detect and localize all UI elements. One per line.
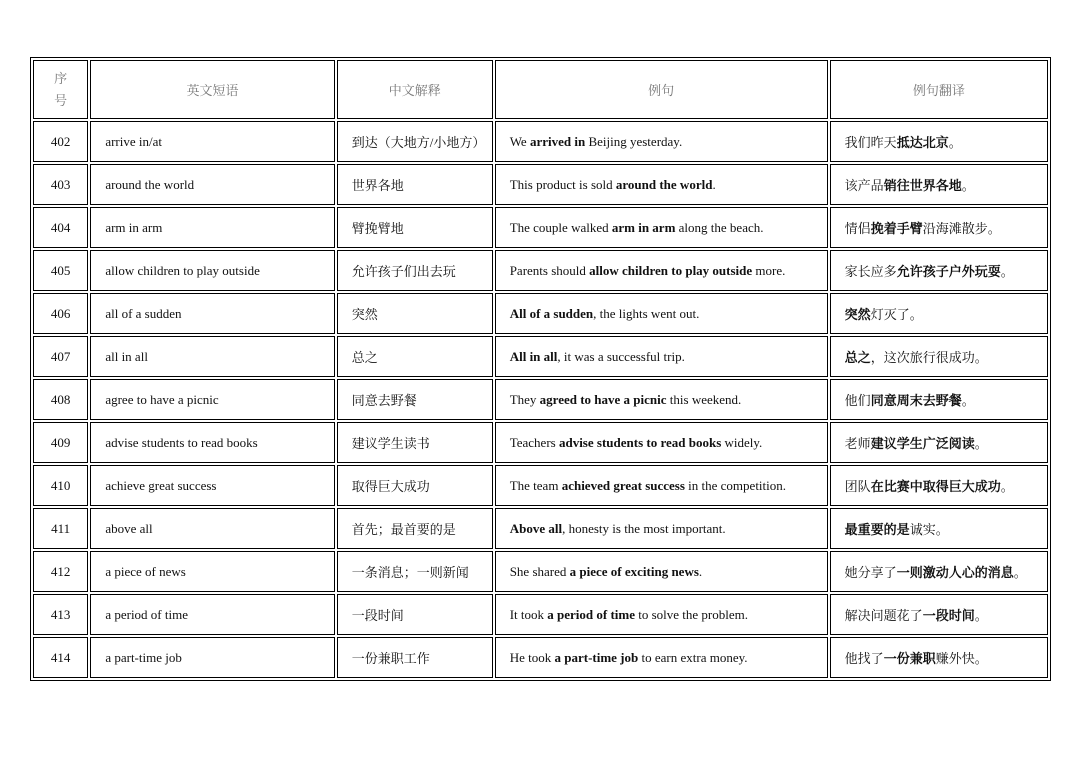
sentence-translation xyxy=(830,207,1048,248)
table-row xyxy=(33,379,1048,420)
header-row xyxy=(33,60,1048,119)
english-phrase: arrive in/at xyxy=(90,121,334,162)
sentence-text: 。 xyxy=(1000,264,1014,279)
highlighted-phrase: 同意周末去野餐 xyxy=(870,393,962,408)
sentence-translation xyxy=(830,250,1048,291)
table-body xyxy=(33,121,1048,678)
chinese-meaning: 一份兼职工作 xyxy=(337,637,493,678)
example-sentence xyxy=(495,250,828,291)
sentence-text: more. xyxy=(752,262,786,278)
sentence-text: 情侣 xyxy=(844,221,871,236)
highlighted-phrase: 挽着手臂 xyxy=(870,221,923,236)
sentence-text: 。 xyxy=(974,436,988,451)
sentence-text: 沿海滩散步。 xyxy=(922,221,1001,236)
highlighted-phrase: a part-time job xyxy=(554,649,639,665)
header-index: 序号 xyxy=(33,60,88,119)
sentence-text: . xyxy=(698,563,703,579)
sentence-text: 赚外快。 xyxy=(935,651,988,666)
example-sentence xyxy=(495,465,828,506)
table-row xyxy=(33,250,1048,291)
example-sentence xyxy=(495,336,828,377)
sentence-text: to solve the problem. xyxy=(635,606,749,622)
english-phrase: allow children to play outside xyxy=(90,250,334,291)
sentence-translation xyxy=(830,336,1048,377)
chinese-meaning: 突然 xyxy=(337,293,493,334)
sentence-text: 我们昨天 xyxy=(844,135,897,150)
english-phrase: above all xyxy=(90,508,334,549)
sentence-text: The team xyxy=(509,477,562,493)
sentence-translation xyxy=(830,164,1048,205)
english-phrase: agree to have a picnic xyxy=(90,379,334,420)
highlighted-phrase: Above all xyxy=(509,520,563,536)
sentence-text: along the beach. xyxy=(675,219,764,235)
highlighted-phrase: advise students to read books xyxy=(558,434,722,450)
chinese-meaning: 建议学生读书 xyxy=(337,422,493,463)
row-number: 406 xyxy=(33,293,88,334)
highlighted-phrase: 总之 xyxy=(844,350,871,365)
sentence-text: It took xyxy=(509,606,548,622)
example-sentence xyxy=(495,422,828,463)
sentence-text: 灯灭了。 xyxy=(870,307,923,322)
row-number: 404 xyxy=(33,207,88,248)
example-sentence xyxy=(495,207,828,248)
highlighted-phrase: agreed to have a picnic xyxy=(539,391,667,407)
chinese-meaning: 首先；最首要的是 xyxy=(337,508,493,549)
highlighted-phrase: arrived in xyxy=(529,133,586,149)
sentence-text: 。 xyxy=(961,178,975,193)
highlighted-phrase: around the world xyxy=(615,176,713,192)
chinese-meaning: 同意去野餐 xyxy=(337,379,493,420)
sentence-translation xyxy=(830,465,1048,506)
sentence-text: this weekend. xyxy=(666,391,742,407)
header-meaning: 中文解释 xyxy=(337,60,493,119)
example-sentence xyxy=(495,594,828,635)
row-number: 407 xyxy=(33,336,88,377)
highlighted-phrase: 销往世界各地 xyxy=(883,178,962,193)
english-phrase: arm in arm xyxy=(90,207,334,248)
sentence-text: 老师 xyxy=(844,436,871,451)
sentence-text: Beijing yesterday. xyxy=(585,133,683,149)
table-row xyxy=(33,121,1048,162)
highlighted-phrase: 在比赛中取得巨大成功 xyxy=(870,479,1001,494)
table-row xyxy=(33,551,1048,592)
highlighted-phrase: 一则激动人心的消息 xyxy=(896,565,1014,580)
sentence-translation xyxy=(830,121,1048,162)
sentence-translation xyxy=(830,293,1048,334)
sentence-text: ，这次旅行很成功。 xyxy=(870,350,988,365)
example-sentence xyxy=(495,164,828,205)
example-sentence xyxy=(495,551,828,592)
sentence-text: 。 xyxy=(961,393,975,408)
sentence-text: widely. xyxy=(721,434,763,450)
row-number: 408 xyxy=(33,379,88,420)
table-row xyxy=(33,293,1048,334)
sentence-text: 他找了 xyxy=(844,651,884,666)
example-sentence xyxy=(495,121,828,162)
sentence-text: , it was a successful trip. xyxy=(557,348,685,364)
english-phrase: advise students to read books xyxy=(90,422,334,463)
sentence-text: Teachers xyxy=(509,434,559,450)
sentence-translation xyxy=(830,422,1048,463)
chinese-meaning: 取得巨大成功 xyxy=(337,465,493,506)
example-sentence xyxy=(495,637,828,678)
example-sentence xyxy=(495,293,828,334)
row-number: 410 xyxy=(33,465,88,506)
sentence-translation xyxy=(830,508,1048,549)
sentence-translation xyxy=(830,551,1048,592)
sentence-text: 该产品 xyxy=(844,178,884,193)
english-phrase: all of a sudden xyxy=(90,293,334,334)
sentence-text: This product is sold xyxy=(509,176,616,192)
chinese-meaning: 允许孩子们出去玩 xyxy=(337,250,493,291)
english-phrase: a part-time job xyxy=(90,637,334,678)
table-row xyxy=(33,637,1048,678)
highlighted-phrase: 最重要的是 xyxy=(844,522,910,537)
row-number: 411 xyxy=(33,508,88,549)
row-number: 403 xyxy=(33,164,88,205)
sentence-text: Parents should xyxy=(509,262,590,278)
highlighted-phrase: 抵达北京 xyxy=(896,135,949,150)
row-number: 412 xyxy=(33,551,88,592)
sentence-text: in the competition. xyxy=(684,477,787,493)
sentence-translation xyxy=(830,379,1048,420)
vocabulary-page xyxy=(30,57,1051,681)
table-row xyxy=(33,164,1048,205)
example-sentence xyxy=(495,508,828,549)
phrase-table xyxy=(30,57,1051,681)
highlighted-phrase: arm in arm xyxy=(611,219,676,235)
row-number: 414 xyxy=(33,637,88,678)
highlighted-phrase: All of a sudden xyxy=(509,305,594,321)
sentence-text: 。 xyxy=(948,135,962,150)
row-number: 405 xyxy=(33,250,88,291)
sentence-text: 诚实。 xyxy=(909,522,949,537)
sentence-text: 解决问题花了 xyxy=(844,608,923,623)
sentence-translation xyxy=(830,594,1048,635)
chinese-meaning: 总之 xyxy=(337,336,493,377)
highlighted-phrase: a period of time xyxy=(547,606,635,622)
row-number: 413 xyxy=(33,594,88,635)
chinese-meaning: 到达（大地方/小地方） xyxy=(337,121,493,162)
sentence-text: , the lights went out. xyxy=(593,305,700,321)
table-row xyxy=(33,465,1048,506)
highlighted-phrase: 一份兼职 xyxy=(883,651,936,666)
table-row xyxy=(33,422,1048,463)
sentence-text: She shared xyxy=(509,563,570,579)
highlighted-phrase: 建议学生广泛阅读 xyxy=(870,436,975,451)
sentence-text: We xyxy=(509,133,530,149)
highlighted-phrase: achieved great success xyxy=(561,477,685,493)
sentence-text: The couple walked xyxy=(509,219,612,235)
highlighted-phrase: 突然 xyxy=(844,307,871,322)
header-example: 例句 xyxy=(495,60,828,119)
chinese-meaning: 一段时间 xyxy=(337,594,493,635)
table-row xyxy=(33,508,1048,549)
highlighted-phrase: 一段时间 xyxy=(922,608,975,623)
highlighted-phrase: 允许孩子户外玩耍 xyxy=(896,264,1001,279)
sentence-text: He took xyxy=(509,649,555,665)
sentence-text: 。 xyxy=(1013,565,1027,580)
chinese-meaning: 一条消息；一则新闻 xyxy=(337,551,493,592)
sentence-text: They xyxy=(509,391,540,407)
header-translation: 例句翻译 xyxy=(830,60,1048,119)
sentence-translation xyxy=(830,637,1048,678)
highlighted-phrase: allow children to play outside xyxy=(589,262,753,278)
english-phrase: a piece of news xyxy=(90,551,334,592)
english-phrase: all in all xyxy=(90,336,334,377)
chinese-meaning: 臂挽臂地 xyxy=(337,207,493,248)
highlighted-phrase: All in all xyxy=(509,348,558,364)
sentence-text: 他们 xyxy=(844,393,871,408)
highlighted-phrase: a piece of exciting news xyxy=(569,563,699,579)
row-number: 409 xyxy=(33,422,88,463)
english-phrase: achieve great success xyxy=(90,465,334,506)
table-row xyxy=(33,336,1048,377)
example-sentence xyxy=(495,379,828,420)
sentence-text: . xyxy=(712,176,716,192)
english-phrase: a period of time xyxy=(90,594,334,635)
english-phrase: around the world xyxy=(90,164,334,205)
row-number: 402 xyxy=(33,121,88,162)
table-row xyxy=(33,207,1048,248)
sentence-text: 。 xyxy=(1000,479,1014,494)
sentence-text: 她分享了 xyxy=(844,565,897,580)
sentence-text: 家长应多 xyxy=(844,264,897,279)
sentence-text: 。 xyxy=(974,608,988,623)
header-phrase: 英文短语 xyxy=(90,60,334,119)
sentence-text: to earn extra money. xyxy=(638,649,748,665)
table-row xyxy=(33,594,1048,635)
sentence-text: , honesty is the most important. xyxy=(562,520,726,536)
sentence-text: 团队 xyxy=(844,479,871,494)
chinese-meaning: 世界各地 xyxy=(337,164,493,205)
